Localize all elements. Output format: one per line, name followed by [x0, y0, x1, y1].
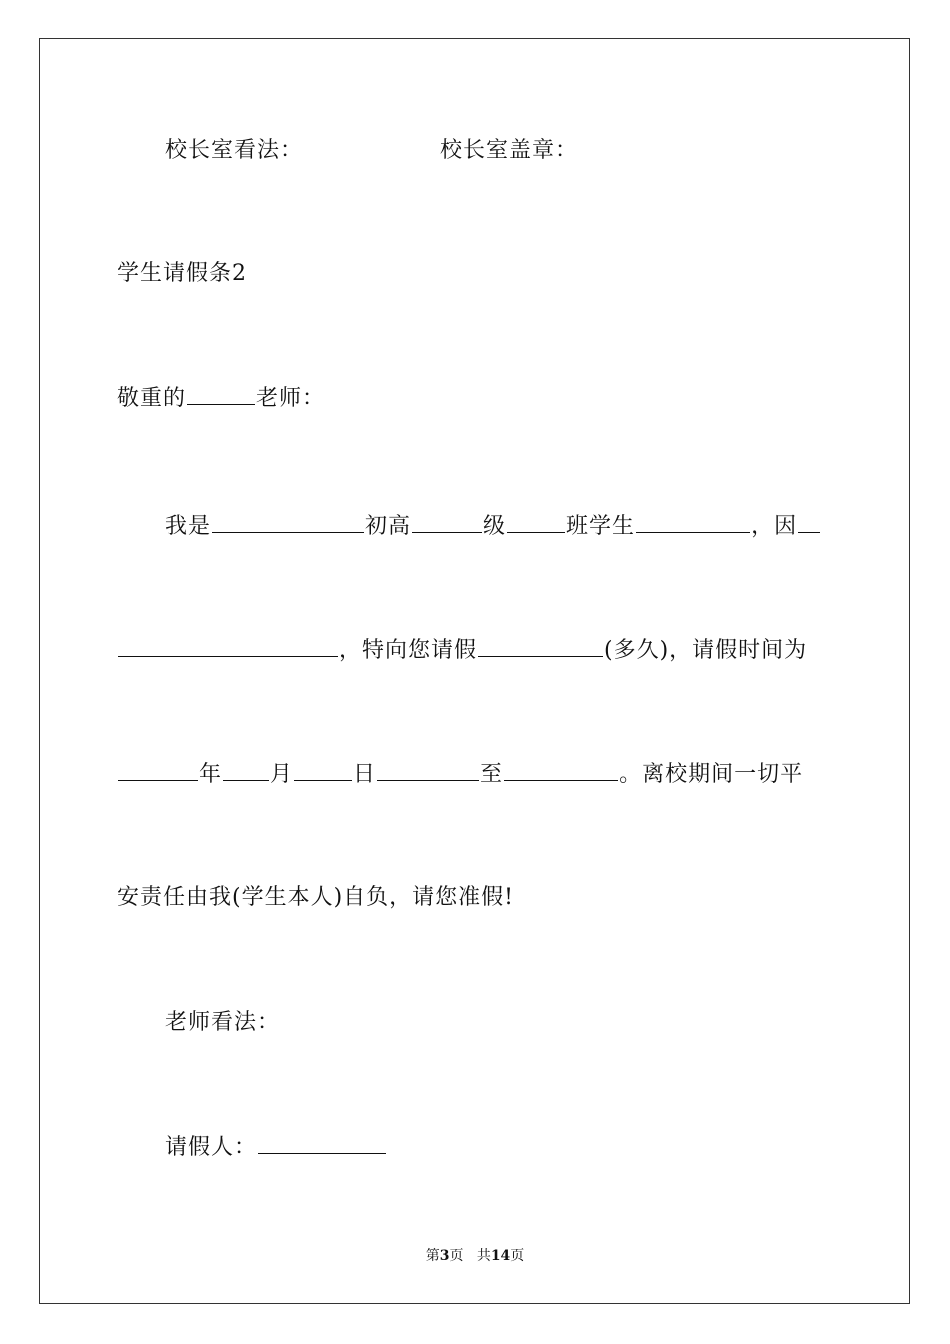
applicant-row: [165, 1131, 387, 1163]
month-blank[interactable]: [223, 758, 269, 781]
principal-opinion-label: 校长室看法：: [165, 138, 304, 163]
body-text: 。离校期间一切平: [619, 762, 804, 787]
day-blank[interactable]: [294, 758, 352, 781]
start-date-blank[interactable]: [377, 758, 479, 781]
teacher-name-blank[interactable]: [187, 382, 255, 405]
end-date-blank[interactable]: [504, 758, 618, 781]
salutation-suffix: 老师：: [256, 386, 326, 411]
grade-blank[interactable]: [412, 510, 482, 533]
reason-blank[interactable]: [118, 634, 338, 657]
body-line-3: [117, 758, 803, 790]
body-text: 至: [480, 762, 504, 787]
school-blank[interactable]: [212, 510, 364, 533]
page-footer: [0, 1245, 950, 1265]
body-text: 年: [199, 762, 223, 787]
body-text: 日: [353, 762, 377, 787]
body-text: ，特向您请假: [339, 638, 478, 663]
applicant-name-blank[interactable]: [258, 1131, 386, 1154]
body-line-1: [165, 510, 821, 542]
page-border: [39, 38, 910, 1304]
body-text: ，因: [751, 514, 798, 539]
year-blank[interactable]: [118, 758, 198, 781]
duration-blank[interactable]: [478, 634, 603, 657]
body-line-4: 安责任由我(学生本人)自负，请您准假!: [117, 885, 515, 910]
body-text: 级: [483, 514, 507, 539]
body-text: 我是: [165, 514, 212, 539]
body-text: 初高: [365, 514, 412, 539]
footer-text: 第: [425, 1248, 440, 1264]
body-text: (多久)，请假时间为: [604, 638, 808, 663]
reason-blank-start[interactable]: [798, 510, 820, 533]
principal-seal-label: 校长室盖章：: [440, 138, 579, 163]
section-title: 学生请假条2: [117, 261, 247, 286]
body-line-2: [117, 634, 807, 666]
total-pages-number: 14: [490, 1248, 511, 1264]
class-blank[interactable]: [507, 510, 565, 533]
footer-text: 共: [476, 1248, 491, 1264]
current-page-number: 3: [439, 1248, 450, 1264]
applicant-label: 请假人：: [165, 1135, 258, 1160]
salutation-prefix: 敬重的: [117, 386, 187, 411]
salutation: [117, 382, 325, 414]
footer-text: 页: [510, 1248, 525, 1264]
student-name-blank[interactable]: [636, 510, 750, 533]
teacher-opinion-label: 老师看法：: [165, 1010, 281, 1035]
footer-text: 页: [449, 1248, 464, 1264]
body-text: 月: [270, 762, 294, 787]
body-text: 班学生: [566, 514, 636, 539]
